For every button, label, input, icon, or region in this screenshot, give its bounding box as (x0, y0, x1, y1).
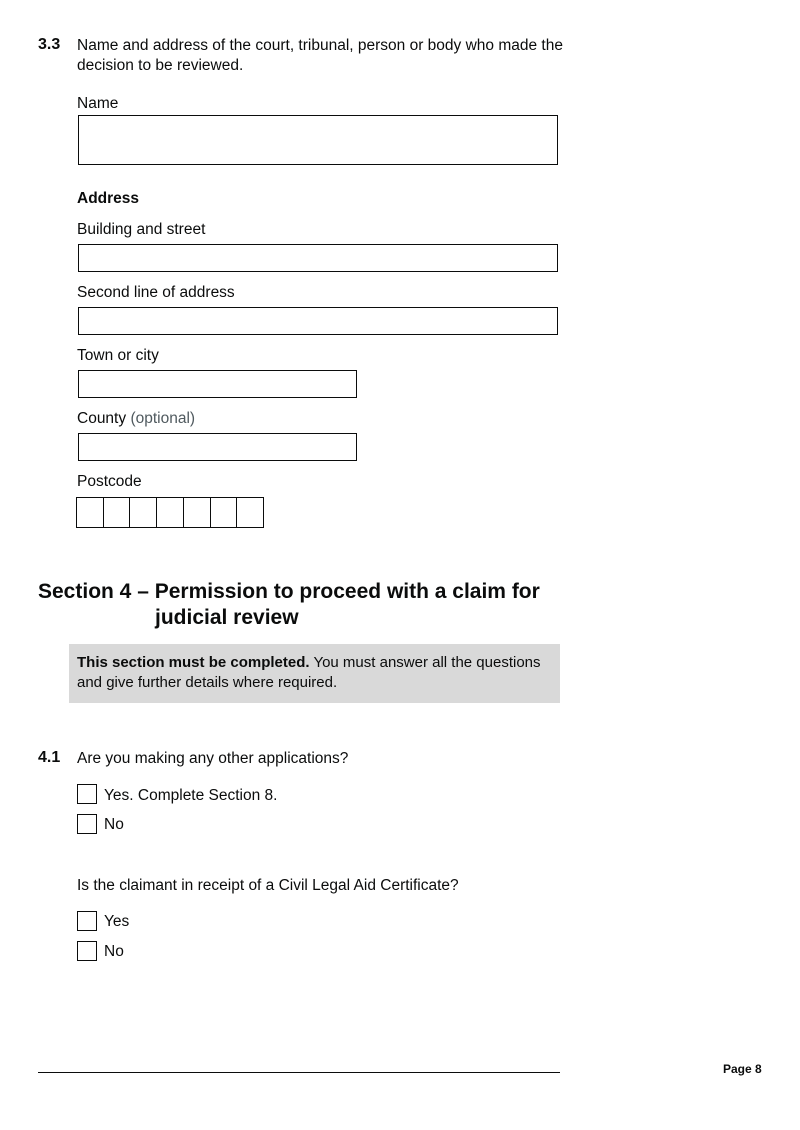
postcode-cell[interactable] (211, 498, 238, 527)
question-number-3-3: 3.3 (38, 36, 61, 53)
checkbox-other-applications-yes[interactable] (77, 784, 97, 804)
question-3-3-text: Name and address of the court, tribunal, person or body who made the decision to be reviewed. (77, 37, 563, 74)
postcode-cell[interactable] (104, 498, 131, 527)
postcode-cell[interactable] (77, 498, 104, 527)
section-4-notice (69, 644, 560, 703)
postcode-input[interactable] (76, 497, 264, 528)
section-4-title (38, 579, 578, 631)
town-city-input[interactable] (78, 370, 357, 398)
postcode-label: Postcode (77, 473, 142, 490)
checkbox-legal-aid-no[interactable] (77, 941, 97, 961)
footer-divider (38, 1072, 560, 1073)
postcode-cell[interactable] (184, 498, 211, 527)
question-legal-aid-text: Is the claimant in receipt of a Civil Legal Aid Certificate? (77, 877, 459, 894)
section-4-title-line1: Section 4 – Permission to proceed with a claim for (38, 580, 540, 603)
option-legal-aid-no: No (104, 943, 124, 960)
notice-bold-text: This section must be completed. (77, 654, 310, 671)
second-line-label: Second line of address (77, 284, 235, 301)
checkbox-other-applications-no[interactable] (77, 814, 97, 834)
second-line-input[interactable] (78, 307, 558, 335)
option-other-applications-no: No (104, 816, 124, 833)
option-other-applications-yes: Yes. Complete Section 8. (104, 787, 278, 804)
notice-text: You must answer all the questions and give further details where required. (77, 654, 541, 691)
checkbox-legal-aid-yes[interactable] (77, 911, 97, 931)
building-street-input[interactable] (78, 244, 558, 272)
name-label: Name (77, 95, 119, 112)
building-street-label: Building and street (77, 221, 206, 238)
county-optional-hint: (optional) (130, 410, 196, 427)
option-legal-aid-yes: Yes (104, 913, 130, 930)
county-label (77, 410, 195, 428)
county-label-text: County (77, 410, 127, 427)
question-number-4-1: 4.1 (38, 749, 61, 766)
name-input[interactable] (78, 115, 558, 165)
section-4-title-line2: judicial review (155, 606, 299, 629)
town-city-label: Town or city (77, 347, 159, 364)
postcode-cell[interactable] (130, 498, 157, 527)
address-heading: Address (77, 190, 140, 207)
postcode-cell[interactable] (237, 498, 263, 527)
postcode-cell[interactable] (157, 498, 184, 527)
page-number: Page 8 (723, 1062, 762, 1076)
question-4-1-text: Are you making any other applications? (77, 750, 349, 767)
county-input[interactable] (78, 433, 357, 461)
